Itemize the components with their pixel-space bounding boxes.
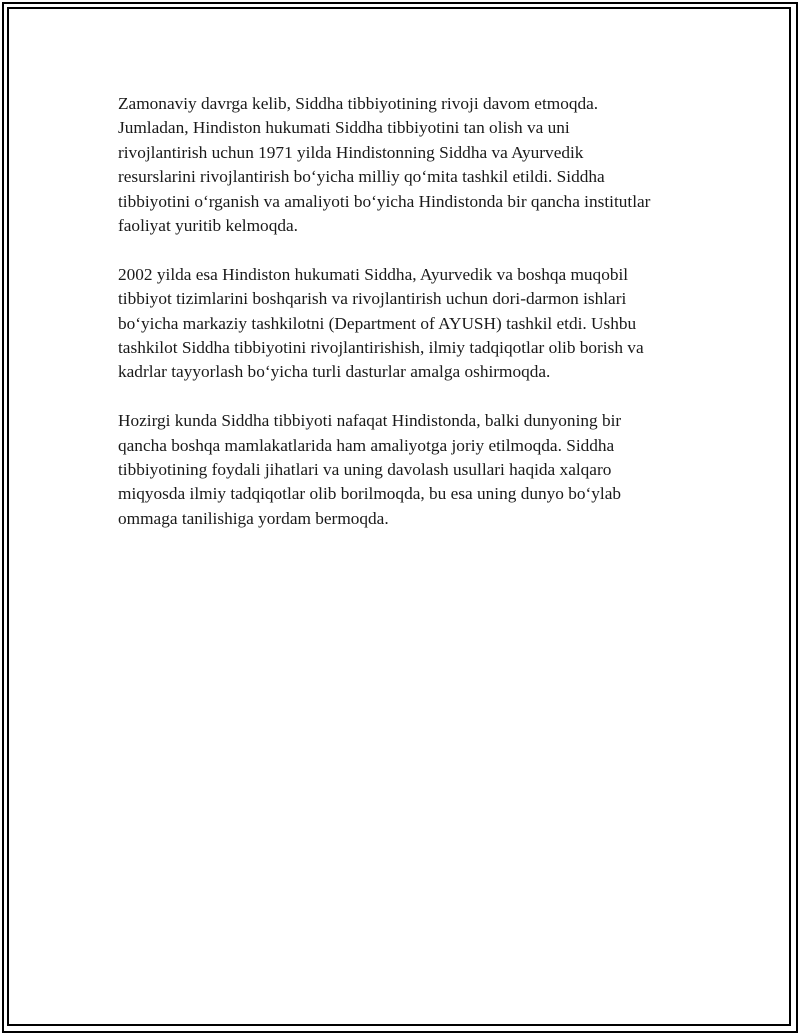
paragraph-3: Hozirgi kunda Siddha tibbiyoti nafaqat Hindistonda, balki dunyoning bir qancha boshqa mamlakatlarida ham amaliyotga joriy etilmoqda. Siddha tibbiyotining foydali jihatlari va uning davolash usullari haqida xalqaro miqyosda ilmiy tadqiqotlar olib borilmoqda, bu esa uning dunyo bo‘ylab ommaga tanilishiga yordam bermoqda. (118, 411, 622, 528)
paragraph-2: 2002 yilda esa Hindiston hukumati Siddha, Ayurvedik va boshqa muqobil tibbiyot tizimlarini boshqarish va rivojlantirish uchun dori-darmon ishlari bo‘yicha markaziy tashkilotni (Department of AYUSH) tashkil etdi. Ushbu tashkilot Siddha tibbiyotini rivojlantirishish, ilmiy tadqiqotlar olib borish va kadrlar tayyorlash bo‘yicha turli dasturlar amalga oshirmoqda. (118, 264, 644, 382)
paragraph-1: Zamonaviy davrga kelib, Siddha tibbiyotining rivoji davom etmoqda. Jumladan, Hindiston hukumati Siddha tibbiyotini tan olish va uni rivojlantirish uchun 1971 yilda Hindistonning Siddha va Ayurvedik resurslarini rivojlantirish bo‘yicha milliy qo‘mita tashkil etildi. Siddha tibbiyotini o‘rganish va amaliyoti bo‘yicha Hindistonda bir qancha institutlar faoliyat yuritib kelmoqda. (118, 94, 651, 236)
document-body (118, 92, 693, 556)
